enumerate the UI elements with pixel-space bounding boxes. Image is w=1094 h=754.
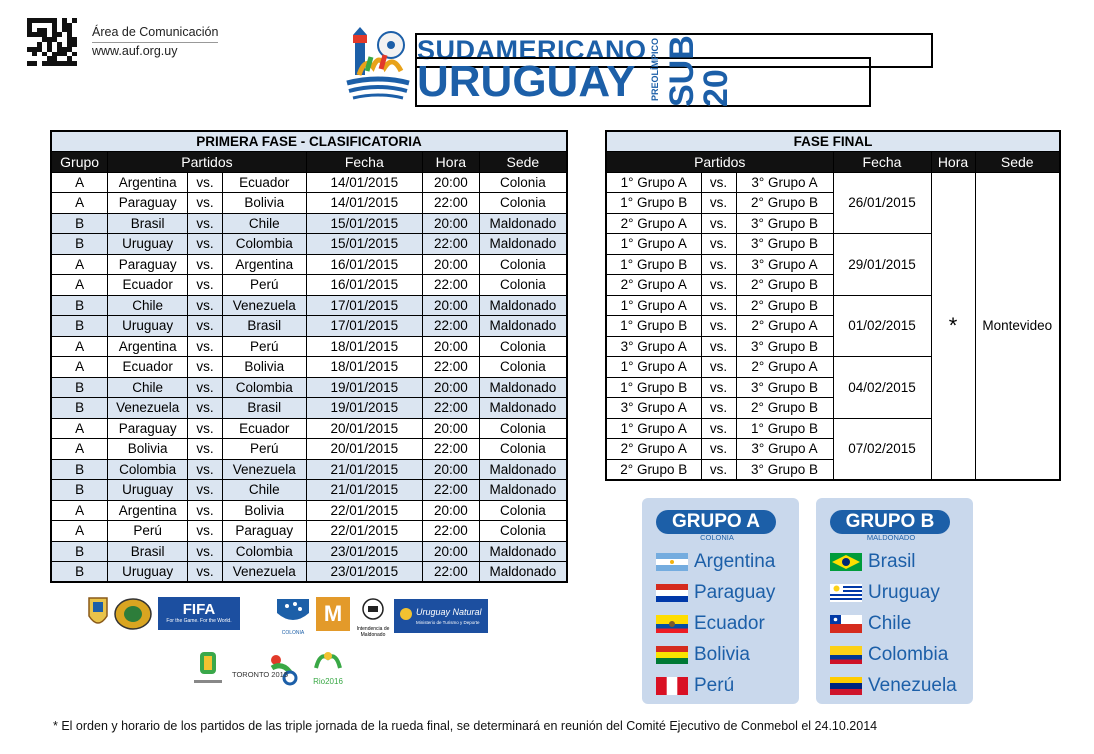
table-row bbox=[51, 316, 567, 337]
team-name: Bolivia bbox=[694, 644, 750, 665]
home-team-cell: Chile bbox=[108, 295, 188, 316]
venue-cell: Colonia bbox=[479, 439, 567, 460]
vs-cell: vs. bbox=[188, 541, 223, 562]
group-team-item bbox=[830, 612, 911, 636]
date-cell: 17/01/2015 bbox=[306, 295, 422, 316]
away-team-cell: Perú bbox=[222, 275, 306, 296]
away-team-cell: Venezuela bbox=[222, 295, 306, 316]
vs-cell: vs. bbox=[188, 316, 223, 337]
final-phase-table bbox=[605, 130, 1061, 481]
vs-cell: vs. bbox=[701, 377, 736, 398]
vs-cell: vs. bbox=[188, 480, 223, 501]
home-slot-cell: 1° Grupo A bbox=[606, 234, 701, 255]
time-cell: 20:00 bbox=[423, 336, 480, 357]
column-header-sede: Sede bbox=[479, 151, 567, 172]
home-slot-cell: 2° Grupo A bbox=[606, 439, 701, 460]
group-team-item bbox=[656, 581, 775, 605]
date-cell: 21/01/2015 bbox=[306, 480, 422, 501]
group-cell: B bbox=[51, 234, 108, 255]
date-cell: 19/01/2015 bbox=[306, 398, 422, 419]
pan-am-figure-icon bbox=[266, 652, 300, 686]
vs-cell: vs. bbox=[701, 418, 736, 439]
vs-cell: vs. bbox=[701, 398, 736, 419]
home-slot-cell: 1° Grupo A bbox=[606, 357, 701, 378]
vs-cell: vs. bbox=[701, 275, 736, 296]
column-header-hora: Hora bbox=[423, 151, 480, 172]
away-team-cell: Brasil bbox=[222, 398, 306, 419]
away-team-cell: Perú bbox=[222, 439, 306, 460]
date-cell: 14/01/2015 bbox=[306, 193, 422, 214]
venue-cell: Colonia bbox=[479, 193, 567, 214]
venue-cell: Maldonado bbox=[479, 377, 567, 398]
home-team-cell: Brasil bbox=[108, 541, 188, 562]
vs-cell: vs. bbox=[701, 439, 736, 460]
date-cell: 23/01/2015 bbox=[306, 541, 422, 562]
time-cell: * bbox=[931, 172, 975, 480]
home-slot-cell: 1° Grupo A bbox=[606, 295, 701, 316]
away-slot-cell: 3° Grupo B bbox=[736, 213, 833, 234]
group-cell: B bbox=[51, 459, 108, 480]
group-team-item bbox=[656, 643, 750, 667]
home-slot-cell: 3° Grupo A bbox=[606, 398, 701, 419]
venue-cell: Montevideo bbox=[975, 172, 1060, 480]
paraguay-flag-icon bbox=[656, 584, 688, 602]
table-row bbox=[606, 172, 1060, 193]
vs-cell: vs. bbox=[701, 336, 736, 357]
table-row bbox=[51, 172, 567, 193]
home-team-cell: Chile bbox=[108, 377, 188, 398]
logo-title-line1: SUDAMERICANO bbox=[415, 33, 933, 68]
group-cell: B bbox=[51, 377, 108, 398]
table-row bbox=[51, 500, 567, 521]
date-cell: 15/01/2015 bbox=[306, 234, 422, 255]
venue-cell: Maldonado bbox=[479, 459, 567, 480]
vs-cell: vs. bbox=[701, 357, 736, 378]
rio-label: Rio2016 bbox=[313, 677, 343, 686]
date-cell: 22/01/2015 bbox=[306, 521, 422, 542]
logo-vertical-small: PREOLÍMPICO bbox=[650, 37, 660, 101]
rio-2016-logo bbox=[310, 650, 346, 690]
venue-cell: Colonia bbox=[479, 521, 567, 542]
time-cell: 20:00 bbox=[423, 172, 480, 193]
vs-cell: vs. bbox=[188, 295, 223, 316]
away-team-cell: Ecuador bbox=[222, 418, 306, 439]
group-cell: B bbox=[51, 295, 108, 316]
group-team-item bbox=[830, 674, 957, 698]
group-cell: B bbox=[51, 316, 108, 337]
uruguay-flag-icon bbox=[830, 584, 862, 602]
date-cell: 16/01/2015 bbox=[306, 254, 422, 275]
group-cell: A bbox=[51, 439, 108, 460]
table-row bbox=[51, 213, 567, 234]
column-header-partidos: Partidos bbox=[108, 151, 306, 172]
home-slot-cell: 1° Grupo B bbox=[606, 377, 701, 398]
table-row bbox=[51, 254, 567, 275]
home-team-cell: Perú bbox=[108, 521, 188, 542]
away-slot-cell: 3° Grupo A bbox=[736, 254, 833, 275]
conmebol-logo-icon bbox=[113, 597, 153, 631]
home-team-cell: Argentina bbox=[108, 500, 188, 521]
date-cell: 01/02/2015 bbox=[833, 295, 931, 357]
column-header-grupo: Grupo bbox=[51, 151, 108, 172]
time-cell: 20:00 bbox=[423, 295, 480, 316]
home-team-cell: Colombia bbox=[108, 459, 188, 480]
vs-cell: vs. bbox=[701, 254, 736, 275]
column-header-hora: Hora bbox=[931, 151, 975, 172]
vs-cell: vs. bbox=[188, 500, 223, 521]
date-cell: 17/01/2015 bbox=[306, 316, 422, 337]
home-team-cell: Paraguay bbox=[108, 418, 188, 439]
vs-cell: vs. bbox=[701, 459, 736, 480]
venue-cell: Colonia bbox=[479, 275, 567, 296]
venue-cell: Colonia bbox=[479, 254, 567, 275]
org-website[interactable]: www.auf.org.uy bbox=[92, 44, 178, 58]
peru-flag-icon bbox=[656, 677, 688, 695]
maldonado-m-icon: M bbox=[316, 597, 350, 631]
lighthouse-logo-icon bbox=[345, 27, 411, 105]
table-row bbox=[51, 480, 567, 501]
footer-note: * El orden y horario de los partidos de las triple jornada de la rueda final, se determinará en reunión del Comité Ejecutivo de Conmebol el 24.10.2014 bbox=[53, 719, 878, 733]
home-team-cell: Paraguay bbox=[108, 254, 188, 275]
fifa-tagline: For the Game. For the World. bbox=[166, 618, 232, 624]
colonia-label: COLONIA bbox=[281, 630, 305, 636]
vs-cell: vs. bbox=[188, 254, 223, 275]
time-cell: 20:00 bbox=[423, 254, 480, 275]
group-a-box bbox=[642, 498, 799, 704]
vs-cell: vs. bbox=[701, 193, 736, 214]
away-team-cell: Ecuador bbox=[222, 172, 306, 193]
toronto-2015-logo bbox=[232, 652, 304, 692]
maldonado-label: Intendencia de Maldonado bbox=[356, 626, 390, 638]
vs-cell: vs. bbox=[701, 295, 736, 316]
team-name: Brasil bbox=[868, 551, 916, 572]
table-row bbox=[51, 459, 567, 480]
date-cell: 16/01/2015 bbox=[306, 275, 422, 296]
date-cell: 18/01/2015 bbox=[306, 336, 422, 357]
venue-cell: Maldonado bbox=[479, 562, 567, 583]
away-team-cell: Bolivia bbox=[222, 500, 306, 521]
chile-flag-icon bbox=[830, 615, 862, 633]
away-team-cell: Chile bbox=[222, 213, 306, 234]
colonia-logo bbox=[275, 597, 311, 636]
time-cell: 20:00 bbox=[423, 418, 480, 439]
home-slot-cell: 2° Grupo A bbox=[606, 213, 701, 234]
home-slot-cell: 1° Grupo B bbox=[606, 316, 701, 337]
venue-cell: Maldonado bbox=[479, 398, 567, 419]
away-team-cell: Bolivia bbox=[222, 357, 306, 378]
date-cell: 14/01/2015 bbox=[306, 172, 422, 193]
home-team-cell: Uruguay bbox=[108, 562, 188, 583]
group-cell: B bbox=[51, 398, 108, 419]
time-cell: 20:00 bbox=[423, 459, 480, 480]
column-header-fecha: Fecha bbox=[306, 151, 422, 172]
group-cell: A bbox=[51, 254, 108, 275]
vs-cell: vs. bbox=[188, 193, 223, 214]
home-team-cell: Uruguay bbox=[108, 480, 188, 501]
away-slot-cell: 2° Grupo B bbox=[736, 275, 833, 296]
home-slot-cell: 2° Grupo A bbox=[606, 275, 701, 296]
away-team-cell: Colombia bbox=[222, 377, 306, 398]
vs-cell: vs. bbox=[188, 357, 223, 378]
vs-cell: vs. bbox=[188, 459, 223, 480]
venue-cell: Colonia bbox=[479, 357, 567, 378]
away-team-cell: Brasil bbox=[222, 316, 306, 337]
team-name: Perú bbox=[694, 675, 735, 696]
venue-cell: Colonia bbox=[479, 500, 567, 521]
group-cell: A bbox=[51, 172, 108, 193]
bolivia-flag-icon bbox=[656, 646, 688, 664]
time-cell: 22:00 bbox=[423, 398, 480, 419]
date-cell: 18/01/2015 bbox=[306, 357, 422, 378]
time-cell: 20:00 bbox=[423, 377, 480, 398]
group-b-venue: MALDONADO bbox=[866, 533, 916, 542]
home-slot-cell: 2° Grupo B bbox=[606, 459, 701, 480]
group-team-item bbox=[830, 550, 916, 574]
home-slot-cell: 3° Grupo A bbox=[606, 336, 701, 357]
toronto-label: TORONTO 2015 bbox=[232, 670, 288, 679]
venue-cell: Maldonado bbox=[479, 541, 567, 562]
away-slot-cell: 3° Grupo B bbox=[736, 336, 833, 357]
venue-cell: Maldonado bbox=[479, 316, 567, 337]
time-cell: 22:00 bbox=[423, 316, 480, 337]
vs-cell: vs. bbox=[188, 377, 223, 398]
home-team-cell: Argentina bbox=[108, 336, 188, 357]
vs-cell: vs. bbox=[188, 398, 223, 419]
time-cell: 20:00 bbox=[423, 500, 480, 521]
away-team-cell: Colombia bbox=[222, 541, 306, 562]
time-cell: 22:00 bbox=[423, 480, 480, 501]
away-team-cell: Chile bbox=[222, 480, 306, 501]
time-cell: 22:00 bbox=[423, 275, 480, 296]
date-cell: 29/01/2015 bbox=[833, 234, 931, 296]
colombia-flag-icon bbox=[830, 646, 862, 664]
vs-cell: vs. bbox=[188, 172, 223, 193]
time-cell: 22:00 bbox=[423, 193, 480, 214]
away-team-cell: Venezuela bbox=[222, 459, 306, 480]
group-team-item bbox=[656, 674, 734, 698]
venue-cell: Maldonado bbox=[479, 213, 567, 234]
uruguay-natural-logo bbox=[394, 599, 488, 633]
time-cell: 22:00 bbox=[423, 562, 480, 583]
group-cell: A bbox=[51, 500, 108, 521]
group-cell: B bbox=[51, 541, 108, 562]
date-cell: 21/01/2015 bbox=[306, 459, 422, 480]
time-cell: 20:00 bbox=[423, 213, 480, 234]
team-name: Uruguay bbox=[868, 582, 940, 603]
time-cell: 22:00 bbox=[423, 234, 480, 255]
date-cell: 15/01/2015 bbox=[306, 213, 422, 234]
brasil-flag-icon bbox=[830, 553, 862, 571]
away-slot-cell: 2° Grupo A bbox=[736, 316, 833, 337]
table-row bbox=[51, 193, 567, 214]
away-team-cell: Perú bbox=[222, 336, 306, 357]
away-team-cell: Venezuela bbox=[222, 562, 306, 583]
vs-cell: vs. bbox=[188, 439, 223, 460]
vs-cell: vs. bbox=[188, 336, 223, 357]
group-cell: B bbox=[51, 562, 108, 583]
table-row bbox=[51, 234, 567, 255]
venue-cell: Colonia bbox=[479, 418, 567, 439]
column-header-sede: Sede bbox=[975, 151, 1060, 172]
column-header-partidos: Partidos bbox=[606, 151, 833, 172]
away-team-cell: Paraguay bbox=[222, 521, 306, 542]
group-a-venue: COLONIA bbox=[700, 533, 734, 542]
away-slot-cell: 3° Grupo A bbox=[736, 439, 833, 460]
team-name: Chile bbox=[868, 613, 912, 634]
first-phase-table bbox=[50, 130, 568, 583]
column-header-fecha: Fecha bbox=[833, 151, 931, 172]
vs-cell: vs. bbox=[188, 213, 223, 234]
group-team-item bbox=[830, 643, 948, 667]
home-team-cell: Uruguay bbox=[108, 234, 188, 255]
away-slot-cell: 3° Grupo A bbox=[736, 172, 833, 193]
vs-cell: vs. bbox=[188, 562, 223, 583]
group-cell: B bbox=[51, 480, 108, 501]
org-department: Área de Comunicación bbox=[92, 24, 218, 43]
vs-cell: vs. bbox=[701, 172, 736, 193]
argentina-flag-icon bbox=[656, 553, 688, 571]
away-slot-cell: 1° Grupo B bbox=[736, 418, 833, 439]
team-name: Argentina bbox=[694, 551, 776, 572]
date-cell: 22/01/2015 bbox=[306, 500, 422, 521]
logo-vertical-big: SUB 20 bbox=[663, 35, 735, 107]
home-team-cell: Paraguay bbox=[108, 193, 188, 214]
venue-cell: Maldonado bbox=[479, 295, 567, 316]
team-name: Ecuador bbox=[694, 613, 765, 634]
team-name: Colombia bbox=[868, 644, 949, 665]
group-cell: A bbox=[51, 336, 108, 357]
away-team-cell: Argentina bbox=[222, 254, 306, 275]
home-team-cell: Venezuela bbox=[108, 398, 188, 419]
maldonado-logo bbox=[355, 597, 391, 638]
table-row bbox=[51, 295, 567, 316]
away-slot-cell: 3° Grupo B bbox=[736, 234, 833, 255]
table-row bbox=[51, 439, 567, 460]
home-slot-cell: 1° Grupo A bbox=[606, 172, 701, 193]
venue-cell: Colonia bbox=[479, 172, 567, 193]
time-cell: 20:00 bbox=[423, 541, 480, 562]
table-row bbox=[51, 562, 567, 583]
date-cell: 20/01/2015 bbox=[306, 439, 422, 460]
fifa-logo-text: FIFA bbox=[182, 601, 216, 618]
venue-cell: Colonia bbox=[479, 336, 567, 357]
time-cell: 22:00 bbox=[423, 357, 480, 378]
home-team-cell: Bolivia bbox=[108, 439, 188, 460]
u20-world-cup-logo-icon bbox=[190, 648, 226, 690]
organization-info bbox=[92, 24, 218, 60]
home-slot-cell: 1° Grupo A bbox=[606, 418, 701, 439]
group-team-item bbox=[656, 550, 775, 574]
home-slot-cell: 1° Grupo B bbox=[606, 254, 701, 275]
team-name: Venezuela bbox=[868, 675, 957, 696]
away-slot-cell: 3° Grupo B bbox=[736, 377, 833, 398]
uruguay-natural-sub: Ministerio de Turismo y Deporte bbox=[416, 620, 480, 625]
home-team-cell: Ecuador bbox=[108, 275, 188, 296]
away-slot-cell: 2° Grupo B bbox=[736, 295, 833, 316]
group-team-item bbox=[830, 581, 940, 605]
group-cell: B bbox=[51, 213, 108, 234]
sun-icon bbox=[398, 606, 414, 622]
date-cell: 26/01/2015 bbox=[833, 172, 931, 234]
first-phase-title: PRIMERA FASE - CLASIFICATORIA bbox=[51, 131, 567, 151]
table-row bbox=[51, 398, 567, 419]
table-row bbox=[51, 357, 567, 378]
group-cell: A bbox=[51, 521, 108, 542]
vs-cell: vs. bbox=[701, 213, 736, 234]
group-cell: A bbox=[51, 193, 108, 214]
table-row bbox=[51, 521, 567, 542]
table-row bbox=[51, 336, 567, 357]
date-cell: 04/02/2015 bbox=[833, 357, 931, 419]
home-team-cell: Argentina bbox=[108, 172, 188, 193]
away-slot-cell: 2° Grupo B bbox=[736, 398, 833, 419]
table-row bbox=[51, 541, 567, 562]
group-a-title: GRUPO A bbox=[656, 510, 776, 534]
table-row bbox=[51, 377, 567, 398]
venezuela-flag-icon bbox=[830, 677, 862, 695]
ecuador-flag-icon bbox=[656, 615, 688, 633]
qr-code bbox=[27, 18, 77, 66]
vs-cell: vs. bbox=[701, 316, 736, 337]
fifa-logo bbox=[158, 597, 240, 630]
home-team-cell: Ecuador bbox=[108, 357, 188, 378]
away-team-cell: Bolivia bbox=[222, 193, 306, 214]
rio-figure-icon bbox=[310, 650, 346, 672]
logo-title-line2: URUGUAY bbox=[415, 57, 871, 107]
date-cell: 19/01/2015 bbox=[306, 377, 422, 398]
away-slot-cell: 3° Grupo B bbox=[736, 459, 833, 480]
away-slot-cell: 2° Grupo A bbox=[736, 357, 833, 378]
vs-cell: vs. bbox=[188, 234, 223, 255]
auf-crest-icon bbox=[87, 596, 109, 630]
group-b-title: GRUPO B bbox=[830, 510, 950, 534]
away-team-cell: Colombia bbox=[222, 234, 306, 255]
group-b-box bbox=[816, 498, 973, 704]
table-row bbox=[51, 418, 567, 439]
date-cell: 23/01/2015 bbox=[306, 562, 422, 583]
uruguay-natural-label: Uruguay Natural bbox=[416, 607, 482, 617]
group-team-item bbox=[656, 612, 765, 636]
vs-cell: vs. bbox=[188, 275, 223, 296]
home-team-cell: Uruguay bbox=[108, 316, 188, 337]
table-row bbox=[51, 275, 567, 296]
tournament-logo bbox=[345, 27, 745, 107]
date-cell: 20/01/2015 bbox=[306, 418, 422, 439]
home-team-cell: Brasil bbox=[108, 213, 188, 234]
vs-cell: vs. bbox=[701, 234, 736, 255]
away-slot-cell: 2° Grupo B bbox=[736, 193, 833, 214]
date-cell: 07/02/2015 bbox=[833, 418, 931, 480]
final-phase-title: FASE FINAL bbox=[606, 131, 1060, 151]
venue-cell: Maldonado bbox=[479, 234, 567, 255]
team-name: Paraguay bbox=[694, 582, 776, 603]
time-cell: 22:00 bbox=[423, 439, 480, 460]
vs-cell: vs. bbox=[188, 521, 223, 542]
vs-cell: vs. bbox=[188, 418, 223, 439]
group-cell: A bbox=[51, 275, 108, 296]
group-cell: A bbox=[51, 357, 108, 378]
venue-cell: Maldonado bbox=[479, 480, 567, 501]
home-slot-cell: 1° Grupo B bbox=[606, 193, 701, 214]
group-cell: A bbox=[51, 418, 108, 439]
time-cell: 22:00 bbox=[423, 521, 480, 542]
